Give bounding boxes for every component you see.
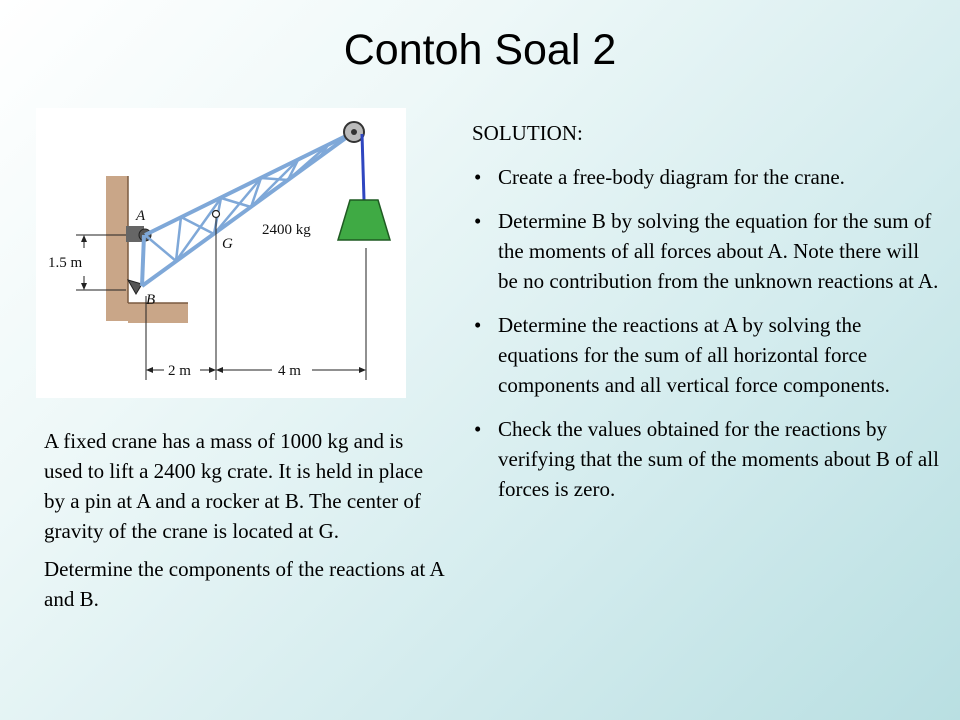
solution-step-text: Check the values obtained for the reactions by verifying that the sum of the moments about B of all forces is zero. — [498, 417, 939, 501]
slide-title: Contoh Soal 2 — [343, 26, 617, 74]
bullet-icon: • — [474, 417, 482, 441]
solution-heading: SOLUTION: — [472, 121, 583, 145]
cable — [362, 134, 364, 200]
problem-statement — [44, 426, 444, 622]
label-dist2: 4 m — [278, 363, 301, 379]
solution-step — [472, 206, 942, 296]
solution-section — [472, 118, 942, 518]
problem-paragraph: A fixed crane has a mass of 1000 kg and is used to lift a 2400 kg crate. It is held in place by a pin at A and a rocker at B. The center of gravity of the crane is located at G. — [44, 429, 424, 543]
label-b: B — [146, 292, 156, 308]
bullet-icon: • — [474, 313, 482, 337]
solution-step-text: Determine the reactions at A by solving the equations for the sum of all horizontal force components and all vertical force components. — [498, 313, 890, 397]
crane-figure — [36, 108, 406, 398]
crane-diagram — [36, 108, 406, 398]
solution-step-text: Determine B by solving the equation for the sum of the moments of all forces about A. Note there will be no contribution from the unknown reactions at A. — [498, 209, 939, 293]
solution-step-text: Create a free-body diagram for the crane. — [498, 165, 845, 189]
center-of-gravity-marker — [213, 211, 220, 218]
floor — [128, 303, 188, 323]
solution-step — [472, 162, 942, 192]
label-height: 1.5 m — [48, 255, 83, 271]
label-a: A — [136, 208, 146, 224]
solution-step — [472, 310, 942, 400]
rocker-support — [128, 280, 142, 294]
bullet-icon: • — [474, 165, 482, 189]
wall — [106, 176, 128, 321]
label-dist1: 2 m — [168, 363, 191, 379]
label-mass: 2400 kg — [262, 222, 311, 238]
solution-step — [472, 414, 942, 504]
bullet-icon: • — [474, 209, 482, 233]
truss-bracing — [145, 145, 328, 261]
problem-question: Determine the components of the reactions at A and B. — [44, 557, 444, 611]
crate — [338, 200, 390, 240]
solution-steps — [472, 162, 942, 504]
label-g: G — [222, 236, 233, 252]
